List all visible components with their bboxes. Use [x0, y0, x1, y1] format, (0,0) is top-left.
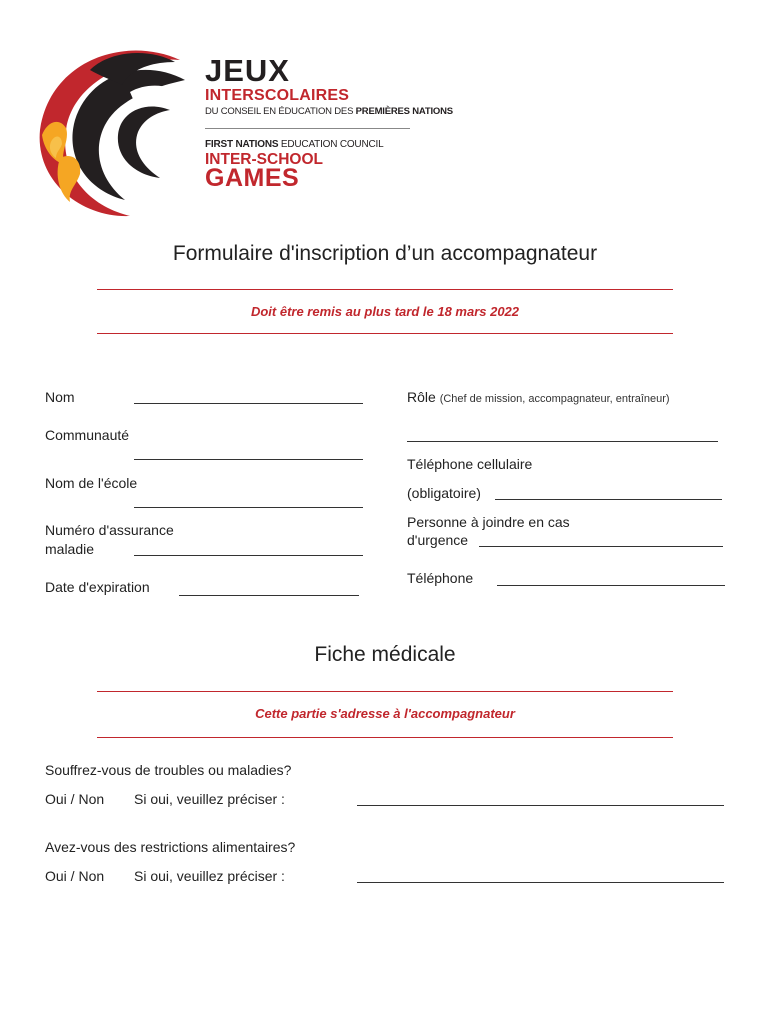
divider-top — [97, 289, 673, 290]
nas-field[interactable] — [134, 555, 363, 556]
medical-title: Fiche médicale — [314, 643, 456, 666]
restrictions-field[interactable] — [357, 882, 724, 883]
medical-notice: Cette partie s'adresse à l'accompagnateur — [255, 706, 515, 721]
deadline-notice: Doit être remis au plus tard le 18 mars 2022 — [250, 304, 520, 319]
nom-field[interactable] — [134, 403, 363, 404]
maladies-field[interactable] — [357, 805, 724, 806]
logo-title-interschool: INTER-SCHOOL — [205, 151, 323, 168]
medical-divider-bottom — [97, 737, 673, 738]
label-nas-1: Numéro d'assurance — [45, 522, 174, 538]
label-obligatoire: (obligatoire) — [407, 485, 481, 501]
logo-title-games: GAMES — [205, 164, 300, 192]
telephone-field[interactable] — [497, 585, 725, 586]
label-telephone: Téléphone — [407, 570, 474, 586]
label-cellulaire: Téléphone cellulaire — [407, 456, 533, 472]
expiration-field[interactable] — [179, 595, 359, 596]
logo-emblem — [30, 40, 190, 220]
label-expiration: Date d'expiration — [45, 579, 150, 595]
logo-divider — [205, 128, 410, 129]
medical-divider-top — [97, 691, 673, 692]
label-role: Rôle (Chef de mission, accompagnateur, entraîneur) — [407, 389, 670, 405]
label-ecole: Nom de l'école — [45, 475, 138, 491]
logo-subtitle-en: FIRST NATIONS EDUCATION COUNCIL — [205, 139, 384, 150]
question-restrictions: Avez-vous des restrictions alimentaires? — [45, 839, 296, 855]
restrictions-specify-label: Si oui, veuillez préciser : — [134, 868, 285, 884]
role-field[interactable] — [407, 441, 718, 442]
label-nas-2: maladie — [45, 541, 95, 557]
logo-title-jeux: JEUX — [205, 53, 290, 88]
label-nom: Nom — [45, 389, 75, 405]
logo-title-interscolaires: INTERSCOLAIRES — [205, 87, 350, 104]
role-hint: (Chef de mission, accompagnateur, entraîneur) — [439, 393, 670, 405]
contact-urgence-field[interactable] — [479, 546, 723, 547]
divider-bottom — [97, 333, 673, 334]
label-communaute: Communauté — [45, 427, 130, 443]
label-contact-2: d'urgence — [407, 532, 469, 548]
maladies-specify-label: Si oui, veuillez préciser : — [134, 791, 285, 807]
cellulaire-field[interactable] — [495, 499, 722, 500]
ecole-field[interactable] — [134, 507, 363, 508]
restrictions-oui-non[interactable]: Oui / Non — [45, 868, 105, 884]
maladies-oui-non[interactable]: Oui / Non — [45, 791, 105, 807]
label-contact-1: Personne à joindre en cas — [407, 514, 570, 530]
communaute-field[interactable] — [134, 459, 363, 460]
question-maladies: Souffrez-vous de troubles ou maladies? — [45, 762, 292, 778]
logo-subtitle-fr: DU CONSEIL EN ÉDUCATION DES PREMIÈRES NATIONS — [205, 106, 453, 117]
form-title: Formulaire d'inscription d’un accompagnateur — [172, 242, 598, 265]
